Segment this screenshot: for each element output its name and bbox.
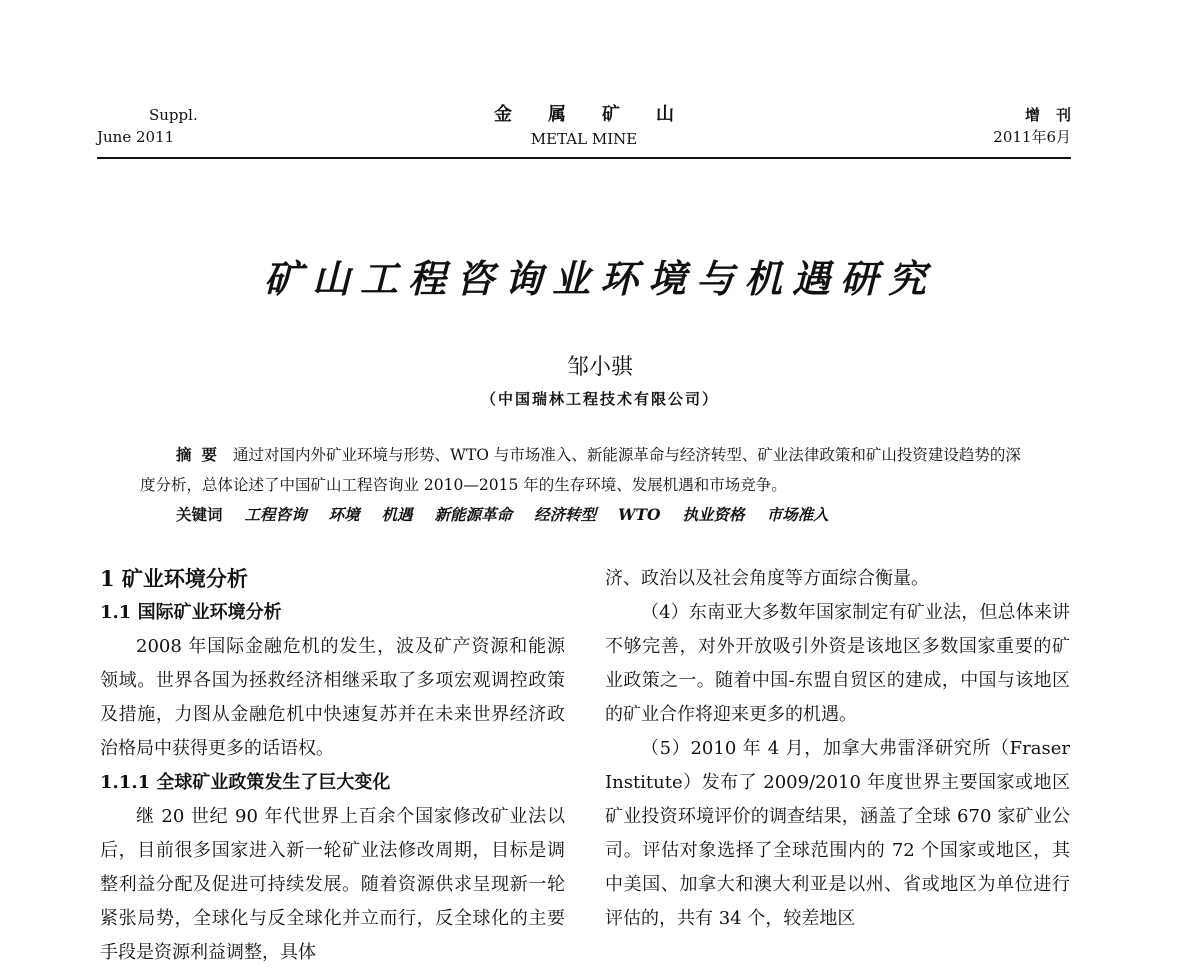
keyword: WTO: [618, 505, 661, 524]
article-author: 邹小骐: [566, 355, 633, 380]
keyword: 执业资格: [682, 505, 745, 524]
body-paragraph: 济、政治以及社会角度等方面综合衡量。: [605, 568, 929, 589]
issue-date-cn: 2011年6月: [993, 128, 1071, 146]
keyword: 机遇: [381, 505, 413, 524]
keywords: [176, 500, 1036, 530]
abstract-text: 通过对国内外矿业环境与形势、WTO 与市场准入、新能源革命与经济转型、矿业法律政策和矿山投资建设趋势的深度分析，总体论述了中国矿山工程咨询业 2010—2015 年的生存环境、发展机遇和市场竞争。: [140, 446, 1021, 494]
body-column-left: [100, 562, 565, 970]
keyword: 新能源革命: [434, 505, 513, 524]
supplement-label-cn: 增刊: [1024, 106, 1087, 124]
header-rule: [97, 157, 1071, 159]
issue-date-en: June 2011: [97, 128, 175, 146]
keyword: 环境: [328, 505, 360, 524]
section-heading: 1 矿业环境分析: [100, 566, 248, 591]
journal-name-en: METAL MINE: [530, 130, 638, 148]
author-affiliation: （中国瑞林工程技术有限公司）: [480, 390, 719, 408]
supplement-label: Suppl.: [149, 106, 198, 124]
header-right: [993, 104, 1087, 148]
keywords-label: 关键词: [176, 505, 223, 524]
body-paragraph: （4）东南亚大多数年国家制定有矿业法，但总体来讲不够完善，对外开放吸引外资是该地区多数国家重要的矿业政策之一。随着中国-东盟自贸区的建成，中国与该地区的矿业合作将迎来更多的机遇。: [605, 602, 1070, 725]
abstract: [140, 440, 1030, 500]
body-paragraph: （5）2010 年 4 月，加拿大弗雷泽研究所（Fraser Institute）发布了 2009/2010 年度世界主要国家或地区矿业投资环境评价的调查结果，涵盖了全球 670 家矿业公司。评估对象选择了全球范围内的 72 个国家或地区，其中美国、加拿大和澳大利亚是以州、省或地区为单位进行评估的，共有 34 个，较差地区: [605, 738, 1070, 929]
subsubsection-heading: 1.1.1 全球矿业政策发生了巨大变化: [100, 772, 391, 793]
journal-name-cn: 金属矿山: [494, 104, 710, 125]
subsection-heading: 1.1 国际矿业环境分析: [100, 602, 282, 623]
abstract-label: 摘要: [176, 445, 228, 464]
journal-header: [97, 100, 1087, 156]
body-paragraph: 2008 年国际金融危机的发生，波及矿产资源和能源领域。世界各国为拯救经济相继采取了多项宏观调控政策及措施，力图从金融危机中快速复苏并在未来世界经济政治格局中获得更多的话语权。: [100, 636, 565, 759]
keyword: 市场准入: [766, 505, 829, 524]
body-column-right: [605, 562, 1070, 936]
header-center: [97, 104, 1071, 150]
keyword: 工程咨询: [244, 505, 307, 524]
body-paragraph: 继 20 世纪 90 年代世界上百余个国家修改矿业法以后，目前很多国家进入新一轮矿业法修改周期，目标是调整利益分配及促进可持续发展。随着资源供求呈现新一轮紧张局势，全球化与反全球化并立而行，反全球化的主要手段是资源利益调整，具体: [100, 806, 565, 963]
keyword: 经济转型: [534, 505, 597, 524]
article-title: 矿山工程咨询业环境与机遇研究: [263, 256, 936, 301]
